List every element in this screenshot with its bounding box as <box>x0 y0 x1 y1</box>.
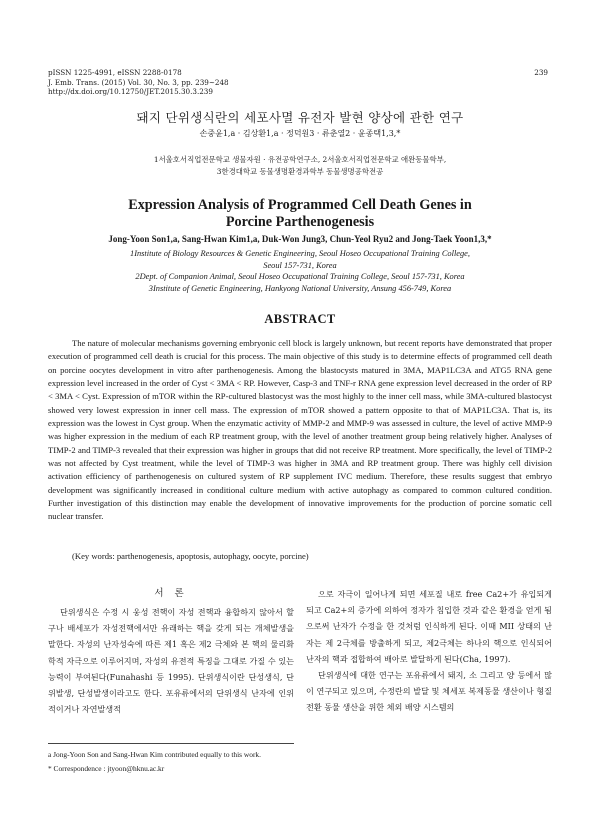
keywords: (Key words: parthenogenesis, apoptosis, autophagy, oocyte, porcine) <box>72 551 309 561</box>
body-column-right <box>306 586 552 716</box>
english-title-line: Expression Analysis of Programmed Cell Death Genes in <box>128 197 472 213</box>
english-authors: Jong-Yoon Son1,a, Sang-Hwan Kim1,a, Duk-Won Jung3, Chun-Yeol Ryu2 and Jong-Taek Yoon1,3,* <box>108 234 492 244</box>
affiliation-1: 1Institute of Biology Resources & Genetic Engineering, Seoul Hoseo Occupational Training College, <box>130 249 470 258</box>
affiliation-2: 2Dept. of Companion Animal, Seoul Hoseo Occupational Training College, Seoul 157-731, Korea <box>135 272 465 281</box>
korean-affiliation-line: 1서울호서직업전문학교 생물자원 · 유전공학연구소, 2서울호서직업전문학교 애완동물학부, <box>153 155 447 164</box>
korean-affiliation-line: 3한경대학교 동물생명환경과학부 동물생명공학전공 <box>216 166 384 176</box>
korean-title: 돼지 단위생식란의 세포사멸 유전자 발현 양상에 관한 연구 <box>136 110 464 125</box>
section-heading-introduction: 서 론 <box>154 588 188 599</box>
page-number: 239 <box>534 68 548 77</box>
korean-affiliations <box>0 154 600 177</box>
doi-link[interactable]: http://dx.doi.org/10.12750/JET.2015.30.3.239 <box>48 87 213 97</box>
footnote-equal-contribution: a Jong-Yoon Son and Sang-Hwan Kim contributed equally to this work. <box>48 750 261 759</box>
english-title <box>0 197 600 231</box>
body-paragraph: 으로 자극이 일어나게 되면 세포질 내로 free Ca2+가 유입되게 되고 Ca2+의 증가에 의하여 정자가 침입한 것과 같은 환경을 얻게 됨으로써 난자가 수정을 한 것처럼 인식하게 된다. 이때 MII 상태의 난자는 제 2극체를 방출하게 되고, 제2극체는 하나의 핵으로 인식되어 난자의 핵과 접합하여 배아로 발달하게 된다(Cha, 1997). <box>306 589 552 664</box>
body-paragraph: 단위생식에 대한 연구는 포유류에서 돼지, 소 그리고 양 등에서 많이 연구되고 있으며, 수정란의 발달 및 체세포 복제동물 생산이나 형질전환 동물 생산을 위한 체외 배양 시스템의 <box>306 670 552 713</box>
footnote-correspondence[interactable]: * Correspondence : jtyoon@hknu.ac.kr <box>48 764 165 773</box>
affiliation-3: 3Institute of Genetic Engineering, Hankyong National University, Ansung 456-749, Korea <box>148 283 452 293</box>
citation-line: J. Emb. Trans. (2015) Vol. 30, No. 3, pp. 239~248 <box>48 77 229 87</box>
issn-line: pISSN 1225-4991, eISSN 2288-0178 <box>48 68 182 77</box>
body-paragraph: 단위생식은 수정 시 웅성 전핵이 자성 전핵과 융합하지 않아서 할구나 배세포가 자성전핵에서만 유래하는 핵을 갖게 되는 개체발생을 말한다. 자성의 난자성숙에 따른 제1 혹은 제2 극체와 본 핵의 물리화학적 자극으로 이루어지며, 자성의 유전적 특징을 그대로 가질 수 있는 능력이 부여된다(Funahashi 등 1995). 단위생식이란 단성생식, 단위발생, 단성발생이라고도 한다. 포유류에서의 단위생식 난자에 인위적이거나 자연발생적 <box>48 607 294 715</box>
journal-header <box>48 68 229 97</box>
korean-authors: 손중윤1,a · 김상환1,a · 정덕원3 · 류춘열2 · 윤종택1,3,* <box>199 129 401 138</box>
footnote-divider <box>48 743 294 744</box>
affiliation-1-city: Seoul 157-731, Korea <box>263 260 337 270</box>
body-column-left <box>48 604 294 717</box>
abstract-text: The nature of molecular mechanisms governing embryonic cell block is largely unknown, but recent reports have demonstrated that proper execution of programmed cell death is crucial for this process. The main objective of this study is to determine effects of programmed cell death on porcine oocytes development in vitro after parthenogenesis. Among the blastocysts matured in 3MA, MAP1LC3A and ATG5 RNA gene expression level increased in the order of Cyst < 3MA < RP. However, Casp-3 and TNF-r RNA gene expression level decreased in the order of RP < 3MA < Cyst. Expression of mTOR within the RP-cultured blastocyst was the most highly to the inner cell mass, while 3MA-cultured blastocyst showed very lowest expression in inner cell mass. The expression of mTOR showed a pattern opposite to that of MAP1LC3A. That is, its expression was the lowest in Cyst group. When the enzymatic activity of MMP-2 and MMP-9 was assessed in culture, the level of active MMP-9 was higher expression in the medium of each RP treatment group, with the level of another treatment group being relatively higher. Analyses of TIMP-2 and TIMP-3 revealed that their expression was higher in groups that did not receive RP treatment. More specifically, the level of TIMP-2 was not affected by Cyst treatment, while the level of TIMP-3 was higher in 3MA and RP treatment group. There was highly cell division activation efficiency of parthenogenesis on cultured system of RP supplement IVC medium. Therefore, these results suggest that embryo development was significantly increased in conditional culture medium with active autophagy as compared to common cultured condition. Further investigation of this distinction may enable the development of innovative improvements for the production of porcine somatic cell nuclear transfer. <box>48 338 552 522</box>
english-affiliations <box>0 248 600 294</box>
abstract-heading: ABSTRACT <box>264 312 336 326</box>
english-title-line: Porcine Parthenogenesis <box>225 214 375 230</box>
